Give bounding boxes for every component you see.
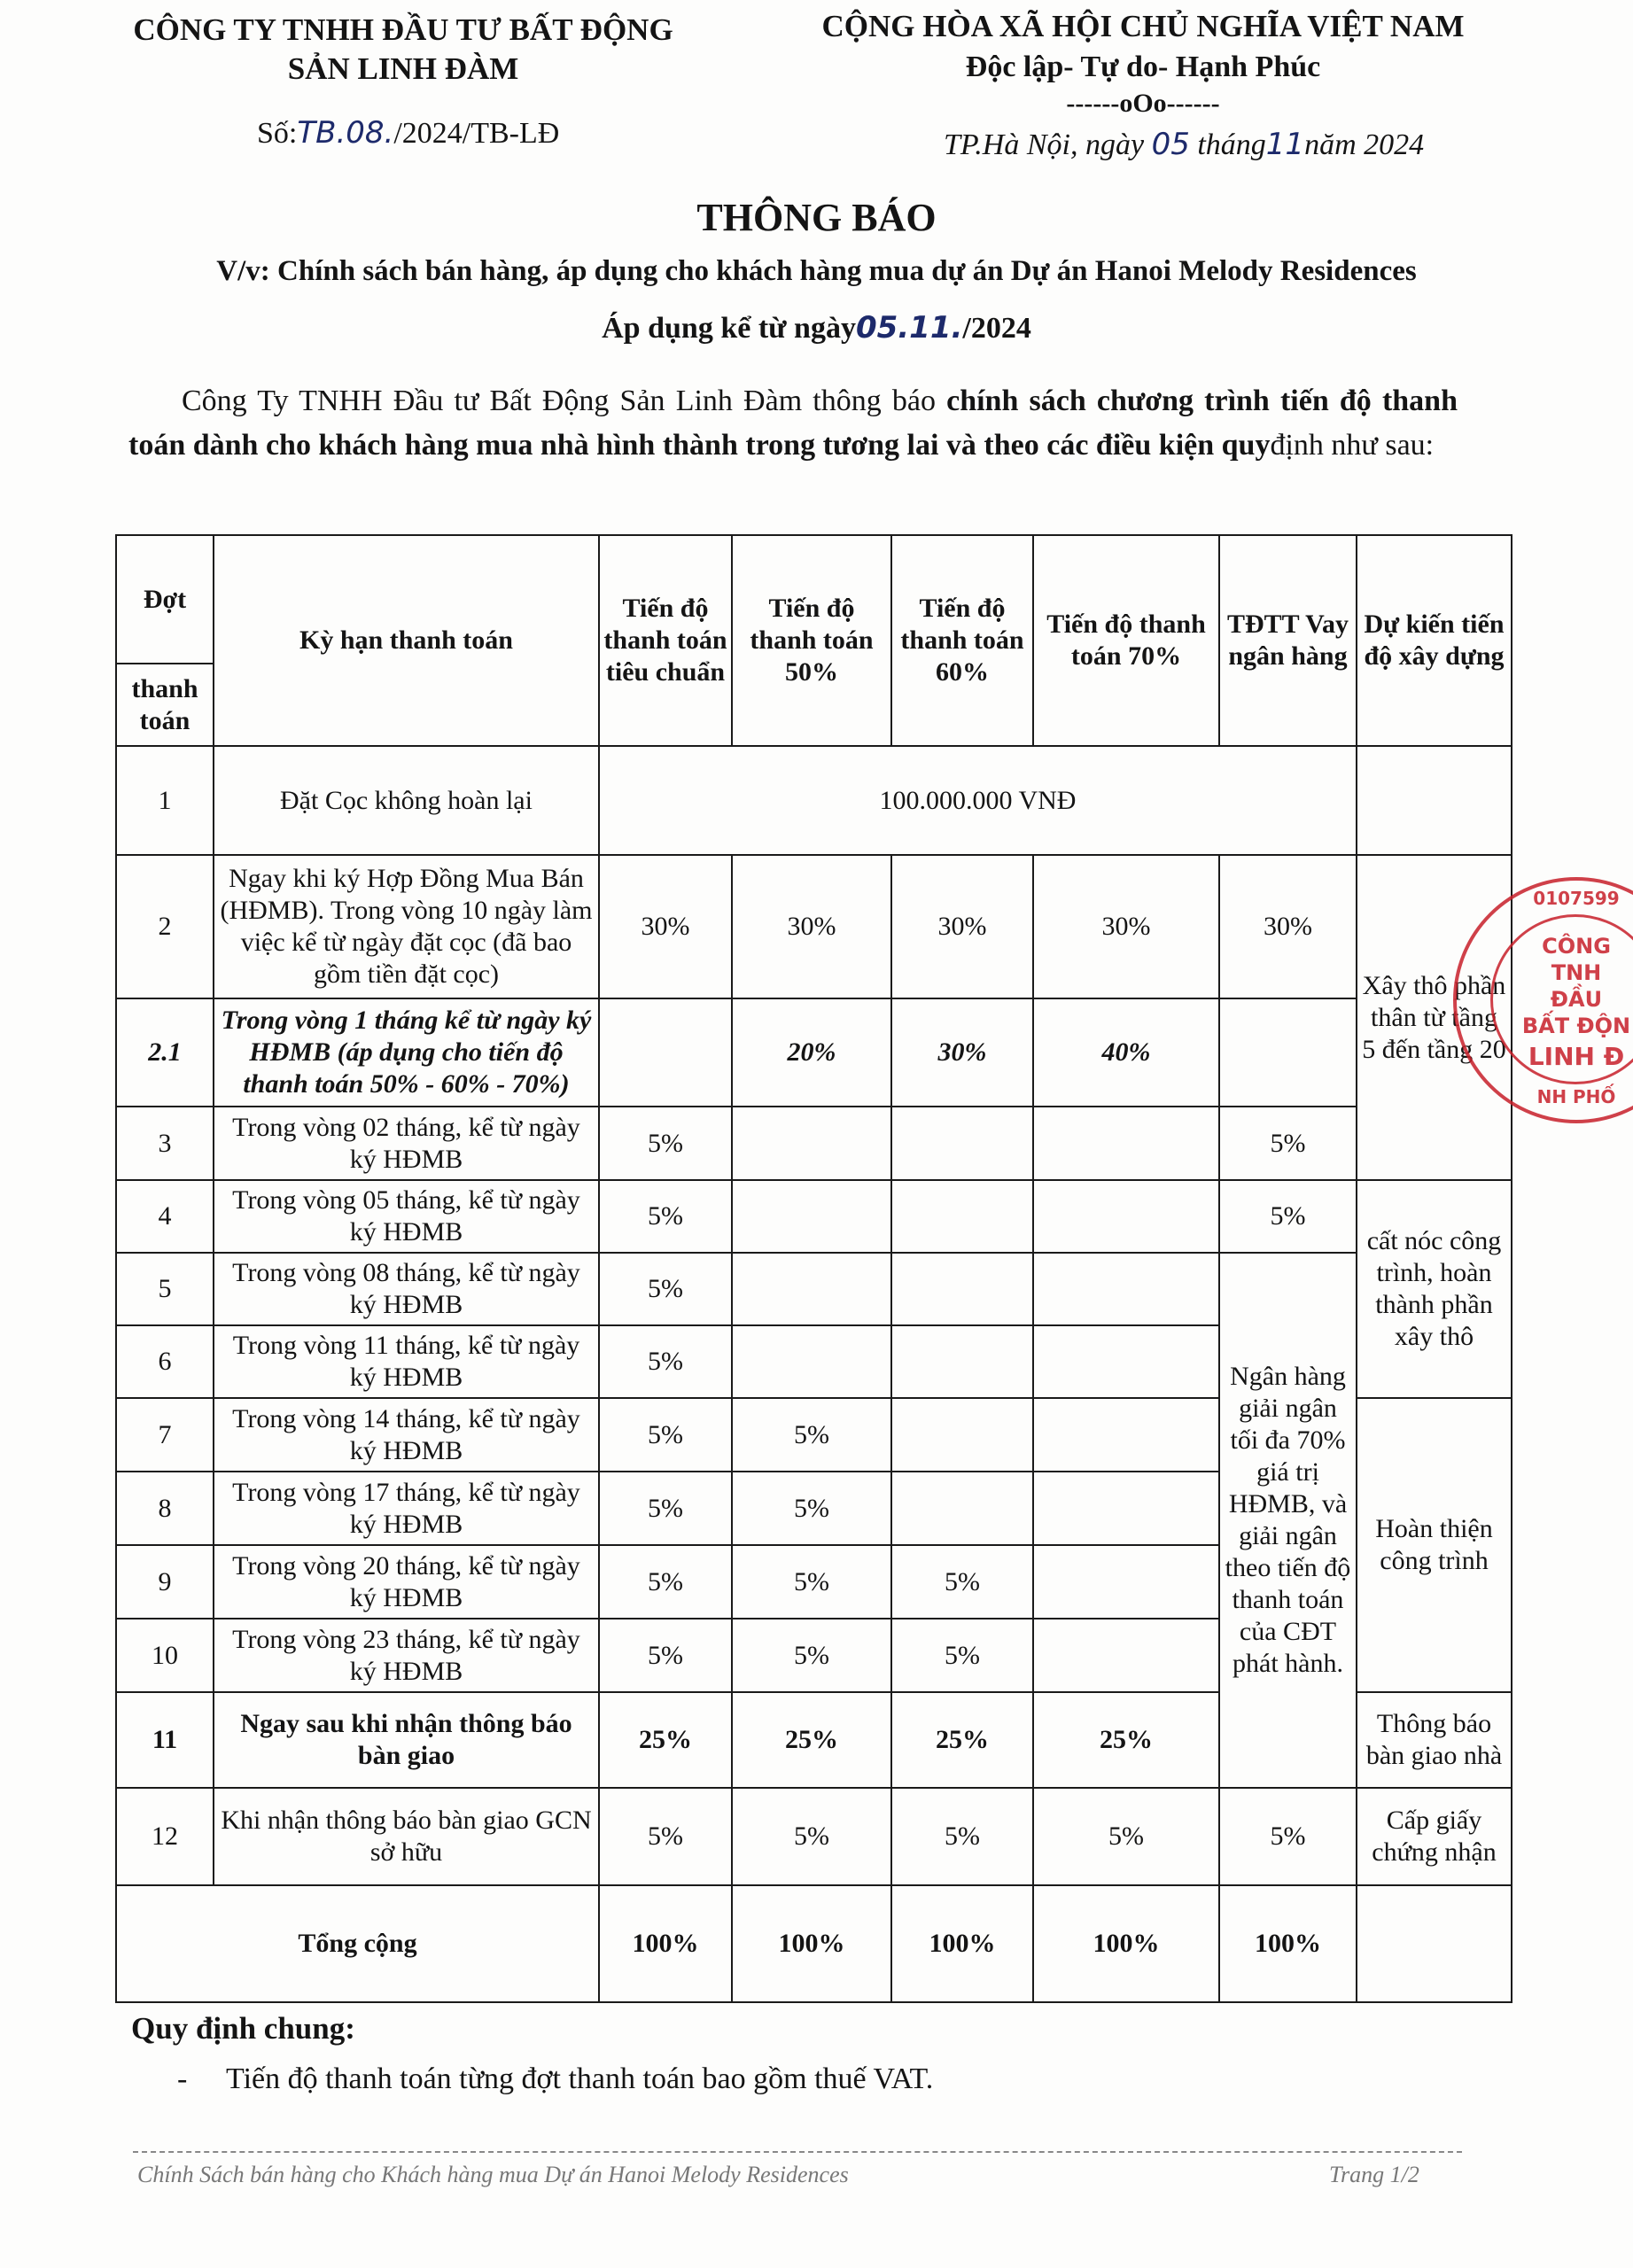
header-50: Tiến độ thanh toán 50% (732, 535, 891, 746)
cell-total-standard: 100% (599, 1885, 732, 2002)
date-suffix: năm 2024 (1304, 128, 1425, 161)
cell-70 (1033, 1180, 1219, 1253)
cell-total-loan: 100% (1219, 1885, 1357, 2002)
date-prefix: TP.Hà Nội, ngày (944, 128, 1145, 161)
company-name-line1: CÔNG TY TNHH ĐẦU TƯ BẤT ĐỘNG (133, 12, 673, 47)
table-row (116, 746, 1512, 855)
cell-batch: 10 (116, 1619, 214, 1692)
cell-loan: 5% (1219, 1180, 1357, 1253)
cell-50: 5% (732, 1788, 891, 1885)
cell-50: 5% (732, 1398, 891, 1472)
document-number-suffix: /2024/TB-LĐ (393, 117, 560, 150)
cell-standard: 5% (599, 1180, 732, 1253)
rules-heading: Quy định chung: (131, 2011, 355, 2046)
intro-part1: Công Ty TNHH Đầu tư Bất Động Sản Linh Đàm thông báo (182, 384, 947, 417)
document-number (257, 115, 559, 151)
cell-50: 5% (732, 1619, 891, 1692)
intro-part3: định như sau: (1270, 429, 1435, 462)
cell-batch: 9 (116, 1545, 214, 1619)
cell-construction-b: cất nóc công trình, hoàn thành phần xây thô (1357, 1180, 1512, 1398)
cell-70 (1033, 1107, 1219, 1180)
cell-batch: 12 (116, 1788, 214, 1885)
cell-60 (891, 1398, 1033, 1472)
cell-70 (1033, 1398, 1219, 1472)
effective-date-prefix: Áp dụng kể từ ngày (602, 312, 856, 345)
republic-name: CỘNG HÒA XÃ HỘI CHỦ NGHĨA VIỆT NAM (821, 9, 1465, 43)
cell-term: Trong vòng 20 tháng, kể từ ngày ký HĐMB (214, 1545, 599, 1619)
table-header-row (116, 535, 1512, 664)
header-loan: TĐTT Vay ngân hàng (1219, 535, 1357, 746)
header-ornament: ------oOo------ (1066, 89, 1220, 118)
footer-left-text: Chính Sách bán hàng cho Khách hàng mua Dự án Hanoi Melody Residences (137, 2162, 849, 2187)
cell-60 (891, 1180, 1033, 1253)
cell-total-60: 100% (891, 1885, 1033, 2002)
cell-term: Trong vòng 14 tháng, kể từ ngày ký HĐMB (214, 1398, 599, 1472)
table-row (116, 855, 1512, 998)
cell-50: 30% (732, 855, 891, 998)
header-standard: Tiến độ thanh toán tiêu chuẩn (599, 535, 732, 746)
cell-70 (1033, 1545, 1219, 1619)
table-row (116, 1253, 1512, 1325)
cell-term: Khi nhận thông báo bàn giao GCN sở hữu (214, 1788, 599, 1885)
cell-batch: 1 (116, 746, 214, 855)
cell-total-construction-empty (1357, 1885, 1512, 2002)
cell-term: Ngay khi ký Hợp Đồng Mua Bán (HĐMB). Trong vòng 10 ngày làm việc kể từ ngày đặt cọc (đã bao gồm tiền đặt cọc) (214, 855, 599, 998)
cell-batch: 6 (116, 1325, 214, 1398)
cell-60: 5% (891, 1619, 1033, 1692)
header-batch-bottom: thanh toán (116, 664, 214, 746)
cell-50: 5% (732, 1472, 891, 1545)
seal-text-3: ĐẦU (1550, 987, 1603, 1012)
effective-date (0, 310, 1633, 346)
cell-standard: 5% (599, 1545, 732, 1619)
seal-code: 0107599 (1533, 888, 1620, 909)
cell-standard: 30% (599, 855, 732, 998)
cell-standard: 5% (599, 1325, 732, 1398)
cell-60 (891, 1472, 1033, 1545)
cell-batch: 2 (116, 855, 214, 998)
cell-60 (891, 1253, 1033, 1325)
date-day-handwritten: 05 (1151, 127, 1190, 162)
payment-schedule-table (115, 534, 1512, 2003)
cell-50 (732, 1253, 891, 1325)
cell-loan (1219, 998, 1357, 1107)
header-batch-top: Đợt (116, 535, 214, 664)
cell-50: 5% (732, 1545, 891, 1619)
cell-50 (732, 1325, 891, 1398)
seal-text-6: NH PHỐ (1536, 1086, 1616, 1107)
cell-50 (732, 1180, 891, 1253)
cell-60 (891, 1107, 1033, 1180)
cell-60: 30% (891, 998, 1033, 1107)
footer-divider (133, 2151, 1462, 2153)
table-row (116, 1180, 1512, 1253)
header-70: Tiến độ thanh toán 70% (1033, 535, 1219, 746)
cell-standard: 5% (599, 1107, 732, 1180)
cell-term: Trong vòng 11 tháng, kể từ ngày ký HĐMB (214, 1325, 599, 1398)
cell-term: Đặt Cọc không hoàn lại (214, 746, 599, 855)
cell-60: 5% (891, 1545, 1033, 1619)
cell-total-label: Tổng cộng (116, 1885, 599, 2002)
cell-60: 30% (891, 855, 1033, 998)
seal-text-4: BẤT ĐỘN (1521, 1014, 1631, 1038)
intro-paragraph (128, 379, 1458, 468)
cell-standard: 25% (599, 1692, 732, 1788)
effective-date-suffix: /2024 (962, 312, 1031, 345)
rules-bullet: - (177, 2062, 188, 2095)
cell-total-50: 100% (732, 1885, 891, 2002)
cell-70 (1033, 1325, 1219, 1398)
cell-70 (1033, 1253, 1219, 1325)
rules-item-1: Tiến độ thanh toán từng đợt thanh toán bao gồm thuế VAT. (226, 2062, 934, 2095)
cell-loan-merged: Ngân hàng giải ngân tối đa 70% giá trị HĐMB, và giải ngân theo tiến độ thanh toán của CĐT phát hành. (1219, 1253, 1357, 1788)
effective-date-handwritten: 05.11. (855, 310, 963, 346)
cell-70: 25% (1033, 1692, 1219, 1788)
cell-70: 40% (1033, 998, 1219, 1107)
cell-term: Trong vòng 1 tháng kể từ ngày ký HĐMB (áp dụng cho tiến độ thanh toán 50% - 60% - 70%) (214, 998, 599, 1107)
document-number-prefix: Số: (257, 117, 298, 150)
date-month-handwritten: 11 (1265, 127, 1305, 162)
cell-batch: 8 (116, 1472, 214, 1545)
national-motto: Độc lập- Tự do- Hạnh Phúc (965, 50, 1321, 83)
document-subject: V/v: Chính sách bán hàng, áp dụng cho khách hàng mua dự án Dự án Hanoi Melody Residences (216, 255, 1417, 287)
cell-construction-e: Cấp giấy chứng nhận (1357, 1788, 1512, 1885)
cell-total-70: 100% (1033, 1885, 1219, 2002)
cell-70 (1033, 1619, 1219, 1692)
cell-standard: 5% (599, 1619, 732, 1692)
cell-term: Ngay sau khi nhận thông báo bàn giao (214, 1692, 599, 1788)
cell-standard: 5% (599, 1788, 732, 1885)
header-construction: Dự kiến tiến độ xây dựng (1357, 535, 1512, 746)
cell-60 (891, 1325, 1033, 1398)
footer-page-number: Trang 1/2 (1329, 2162, 1419, 2187)
header-60: Tiến độ thanh toán 60% (891, 535, 1033, 746)
cell-batch: 7 (116, 1398, 214, 1472)
cell-batch: 2.1 (116, 998, 214, 1107)
company-name-line2: SẢN LINH ĐÀM (287, 51, 519, 86)
cell-term: Trong vòng 23 tháng, kể từ ngày ký HĐMB (214, 1619, 599, 1692)
cell-construction-a: Xây thô phần thân từ tầng 5 đến tầng 20 (1357, 855, 1512, 1180)
table-row (116, 998, 1512, 1107)
document-title: THÔNG BÁO (696, 196, 937, 239)
cell-50 (732, 1107, 891, 1180)
table-row (116, 1788, 1512, 1885)
cell-50: 25% (732, 1692, 891, 1788)
cell-standard: 5% (599, 1472, 732, 1545)
cell-term: Trong vòng 08 tháng, kể từ ngày ký HĐMB (214, 1253, 599, 1325)
cell-loan: 5% (1219, 1788, 1357, 1885)
cell-60: 25% (891, 1692, 1033, 1788)
document-number-handwritten: TB.08. (297, 115, 394, 151)
header-term: Kỳ hạn thanh toán (214, 535, 599, 746)
cell-70 (1033, 1472, 1219, 1545)
cell-standard (599, 998, 732, 1107)
table-row (116, 1107, 1512, 1180)
date-month-label: tháng (1197, 128, 1266, 161)
cell-loan: 5% (1219, 1107, 1357, 1180)
cell-term: Trong vòng 05 tháng, kể từ ngày ký HĐMB (214, 1180, 599, 1253)
cell-term: Trong vòng 02 tháng, kể từ ngày ký HĐMB (214, 1107, 599, 1180)
cell-batch: 4 (116, 1180, 214, 1253)
seal-text-5: LINH Đ (1528, 1042, 1625, 1071)
cell-batch: 5 (116, 1253, 214, 1325)
cell-standard: 5% (599, 1398, 732, 1472)
cell-batch: 3 (116, 1107, 214, 1180)
cell-50: 20% (732, 998, 891, 1107)
seal-text-2: TNH (1551, 960, 1602, 985)
cell-standard: 5% (599, 1253, 732, 1325)
table-total-row (116, 1885, 1512, 2002)
seal-text-1: CÔNG (1542, 934, 1611, 959)
cell-loan: 30% (1219, 855, 1357, 998)
cell-construction-empty (1357, 746, 1512, 855)
intro-part2: chính sách chương trình tiến độ thanh toán dành cho khách hàng mua nhà hình thành trong tương lai và theo các điều kiện quy (128, 384, 1458, 462)
cell-batch: 11 (116, 1692, 214, 1788)
cell-deposit-amount: 100.000.000 VNĐ (599, 746, 1357, 855)
cell-70: 30% (1033, 855, 1219, 998)
cell-construction-c: Hoàn thiện công trình (1357, 1398, 1512, 1692)
cell-60: 5% (891, 1788, 1033, 1885)
cell-term: Trong vòng 17 tháng, kể từ ngày ký HĐMB (214, 1472, 599, 1545)
document-date (944, 127, 1424, 162)
cell-70: 5% (1033, 1788, 1219, 1885)
cell-construction-d: Thông báo bàn giao nhà (1357, 1692, 1512, 1788)
